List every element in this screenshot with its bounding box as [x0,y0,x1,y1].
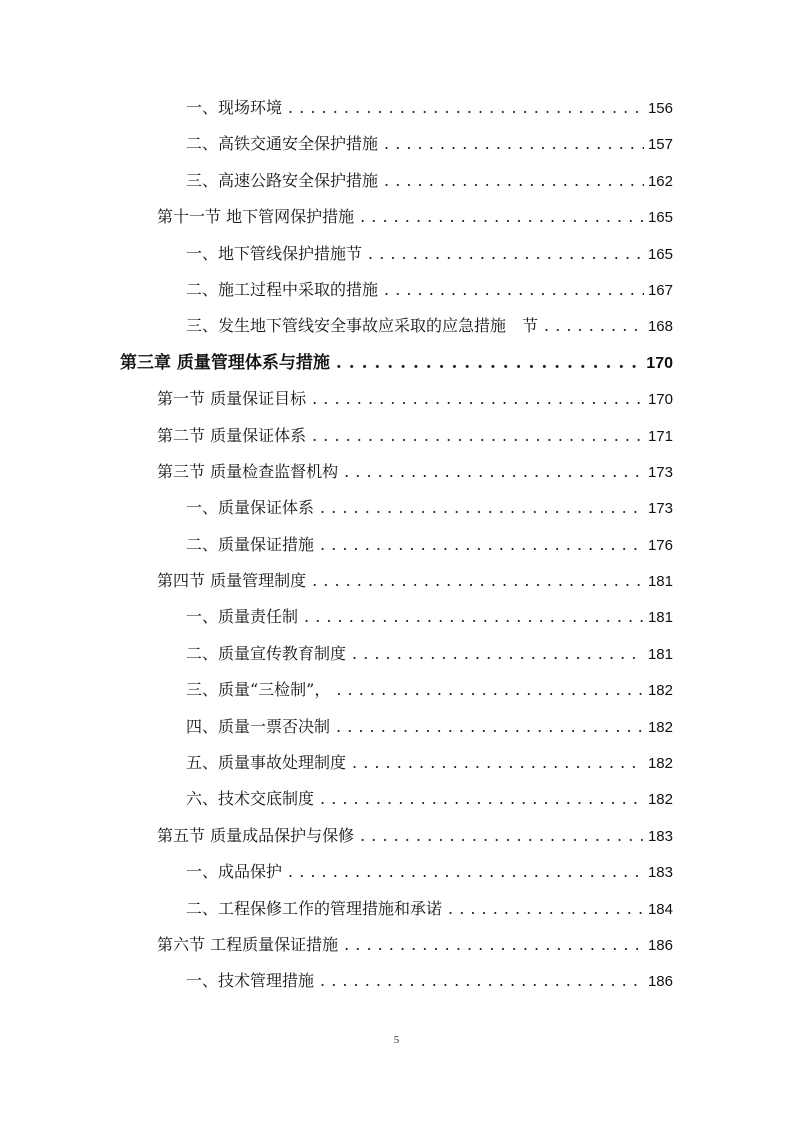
toc-chapter-title: 第三章 质量管理体系与措施 [120,352,330,373]
toc-entry-title: 一、成品保护 [186,862,283,882]
toc-entry-title: 二、质量宣传教育制度 [186,643,347,663]
toc-entry-page: 182 [647,682,673,700]
toc-entry-title: 第六节 工程质量保证措施 [157,934,339,954]
toc-entry-title: 第一节 质量保证目标 [157,389,307,409]
toc-dot-leader [320,781,644,817]
toc-dot-leader [312,381,644,417]
toc-entry-page: 182 [647,718,673,736]
toc-dot-leader [344,454,644,490]
toc-entry-title: 一、现场环境 [186,98,283,117]
toc-entry-title: 第十一节 地下管网保护措施 [157,207,355,227]
toc-dot-leader [336,345,642,381]
toc-entry-page: 184 [647,900,673,918]
toc-entry-title: 三、高速公路安全保护措施 [186,170,379,190]
toc-entry-page: 170 [647,391,673,409]
toc-entry[interactable] [186,236,673,272]
toc-dot-leader [352,636,644,672]
toc-entry[interactable] [186,891,673,927]
toc-dot-leader [320,963,644,999]
toc-section-entry[interactable] [157,563,673,599]
toc-entry-title: 二、高铁交通安全保护措施 [186,134,379,154]
toc-entry[interactable] [186,527,673,563]
toc-entry-page: 186 [647,973,673,991]
toc-entry[interactable] [186,672,673,708]
toc-dot-leader [344,927,644,963]
toc-entry-page: 157 [647,136,673,154]
toc-entry-page: 167 [647,281,673,299]
toc-dot-leader [312,563,644,599]
toc-entry-page: 168 [647,318,673,336]
toc-entry[interactable] [186,745,673,781]
toc-entry[interactable] [186,308,673,344]
toc-entry-title: 三、发生地下管线安全事故应采取的应急措施 节 [186,316,539,336]
toc-entry-title: 三、质量“三检制”， [186,680,331,700]
toc-entry[interactable] [186,126,673,162]
toc-entry[interactable] [186,963,673,999]
toc-entry-title: 二、质量保证措施 [186,534,315,554]
toc-dot-leader [288,854,644,890]
toc-entry-page: 165 [647,209,673,227]
toc-section-entry[interactable] [157,381,673,417]
toc-entry[interactable] [186,272,673,308]
toc-entry-page: 156 [647,100,673,117]
toc-entry[interactable] [186,90,673,126]
toc-dot-leader [384,163,644,199]
toc-dot-leader [384,272,644,308]
toc-entry-page: 183 [647,864,673,882]
toc-entry-title: 四、质量一票否决制 [186,716,331,736]
toc-entry-page: 181 [647,573,673,591]
toc-entry-title: 五、质量事故处理制度 [186,753,347,773]
toc-entry-page: 181 [647,645,673,663]
toc-dot-leader [384,126,644,162]
page-number: 5 [393,1034,400,1046]
toc-section-entry[interactable] [157,927,673,963]
toc-entry-page: 186 [647,936,673,954]
toc-dot-leader [312,418,644,454]
toc-dot-leader [368,236,644,272]
toc-dot-leader [288,90,644,126]
toc-entry-page: 183 [647,827,673,845]
toc-entry[interactable] [186,781,673,817]
toc-entry-page: 182 [647,755,673,773]
toc-entry-title: 第二节 质量保证体系 [157,425,307,445]
toc-chapter-entry[interactable] [120,345,673,381]
toc-dot-leader [448,891,644,927]
toc-entry-title: 一、地下管线保护措施节 [186,243,363,263]
toc-entry[interactable] [186,490,673,526]
table-of-contents [0,90,793,1000]
toc-dot-leader [360,199,644,235]
toc-entry-page: 176 [647,536,673,554]
toc-entry-title: 六、技术交底制度 [186,789,315,809]
toc-entry-page: 173 [647,463,673,481]
toc-entry[interactable] [186,854,673,890]
toc-section-entry[interactable] [157,199,673,235]
toc-entry[interactable] [186,709,673,745]
toc-dot-leader [352,745,644,781]
toc-entry-title: 第三节 质量检查监督机构 [157,461,339,481]
toc-entry[interactable] [186,163,673,199]
toc-dot-leader [360,818,644,854]
toc-entry[interactable] [186,599,673,635]
toc-entry-page: 165 [647,245,673,263]
toc-entry-page: 170 [646,354,673,372]
toc-dot-leader [336,709,644,745]
toc-section-entry[interactable] [157,418,673,454]
toc-entry-page: 171 [647,427,673,445]
toc-dot-leader [320,490,644,526]
toc-section-entry[interactable] [157,454,673,490]
toc-dot-leader [304,599,644,635]
toc-entry-title: 一、质量保证体系 [186,498,315,518]
toc-entry-page: 162 [647,172,673,190]
toc-entry-title: 二、施工过程中采取的措施 [186,279,379,299]
toc-dot-leader [320,527,644,563]
toc-entry-page: 182 [647,791,673,809]
toc-entry-title: 第五节 质量成品保护与保修 [157,825,355,845]
toc-entry[interactable] [186,636,673,672]
toc-dot-leader [544,308,644,344]
toc-entry-title: 一、技术管理措施 [186,971,315,991]
toc-dot-leader [336,672,644,708]
toc-section-entry[interactable] [157,818,673,854]
toc-entry-page: 181 [647,609,673,627]
toc-entry-title: 一、质量责任制 [186,607,299,627]
toc-entry-title: 第四节 质量管理制度 [157,571,307,591]
toc-entry-title: 二、工程保修工作的管理措施和承诺 [186,898,443,918]
toc-entry-page: 173 [647,500,673,518]
